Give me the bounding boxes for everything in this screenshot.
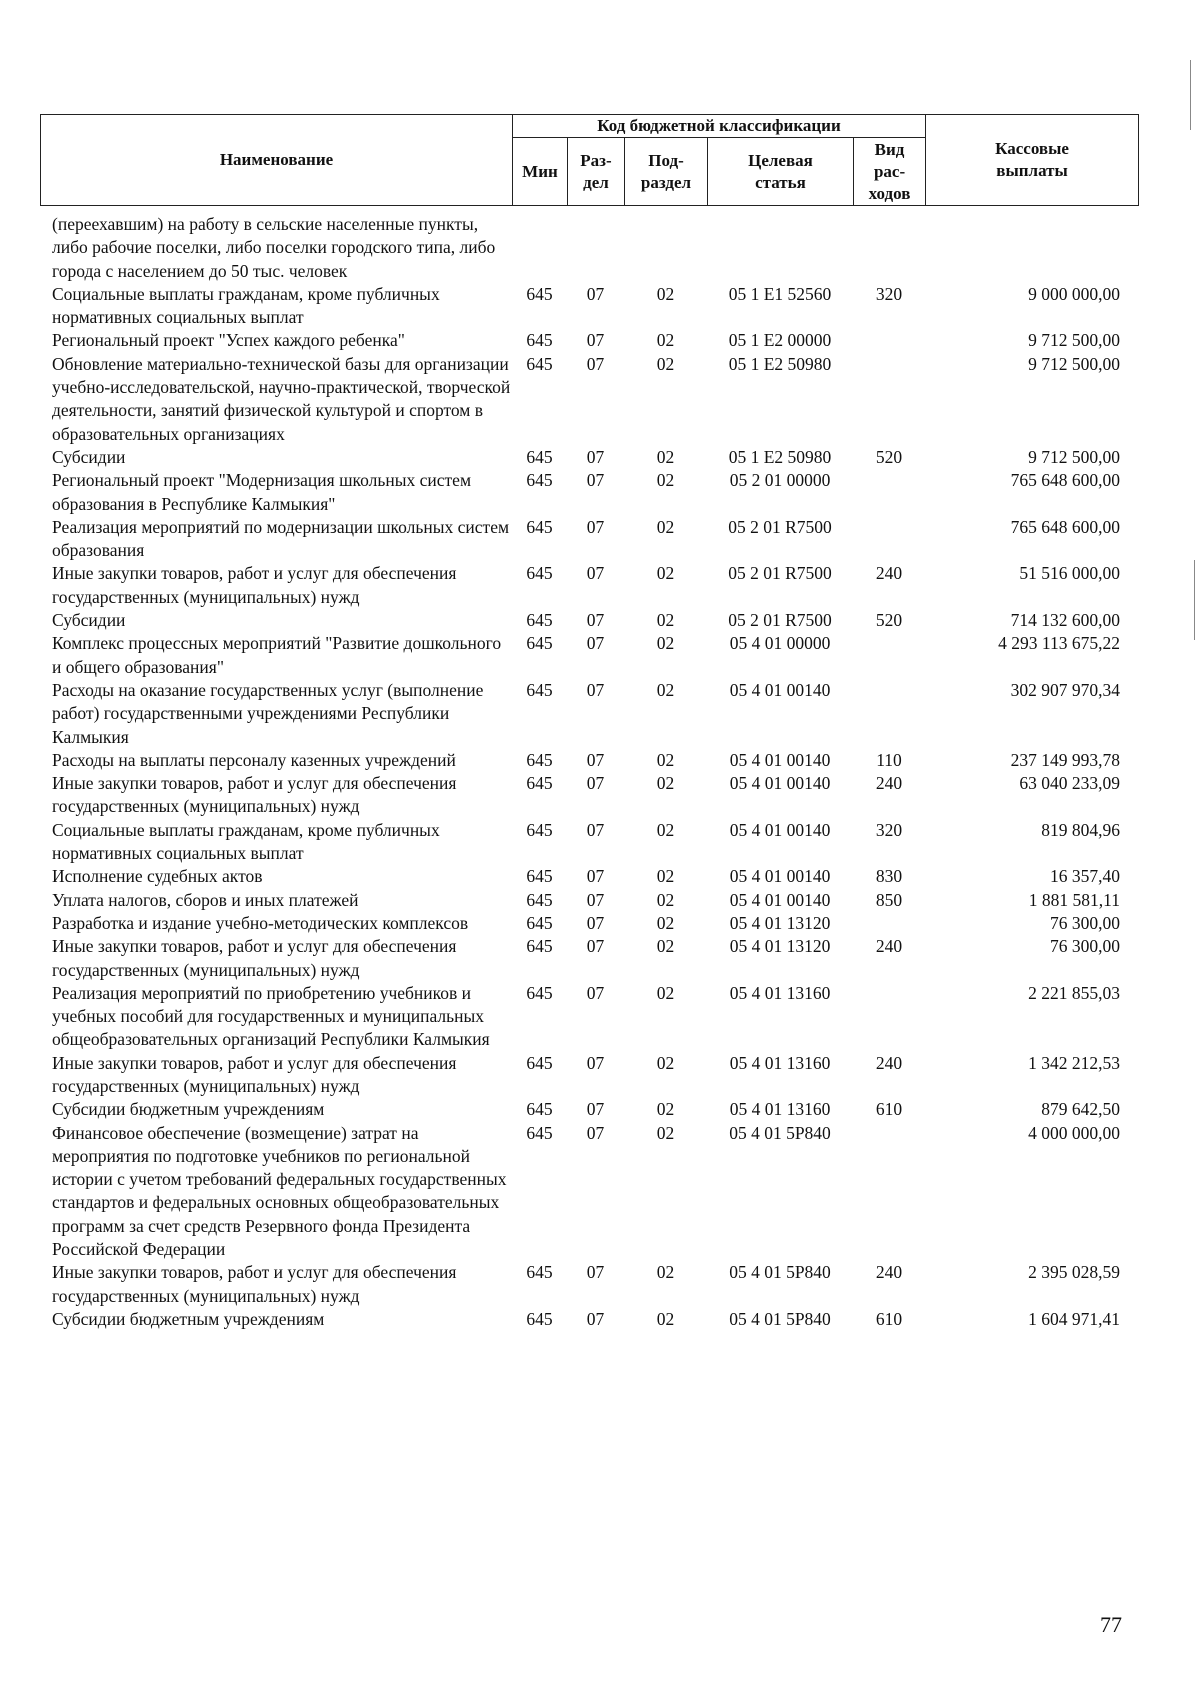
row-vid: 320 bbox=[875, 283, 903, 304]
row-name: Комплекс процессных мероприятий "Развитие дошкольного и общего образования" bbox=[52, 633, 502, 677]
row-podrazdel: 02 bbox=[656, 1308, 675, 1329]
row-podrazdel: 02 bbox=[656, 819, 675, 840]
row-celevaya: 05 4 01 00140 bbox=[729, 773, 831, 794]
row-min: 645 bbox=[526, 516, 553, 537]
scan-artifact bbox=[1190, 60, 1191, 130]
row-vid: 110 bbox=[876, 749, 902, 770]
row-min: 645 bbox=[526, 353, 553, 374]
row-vid: 850 bbox=[875, 889, 903, 910]
row-vid: 240 bbox=[875, 1052, 903, 1073]
row-min: 645 bbox=[526, 912, 553, 933]
header-podrazdel: Под- раздел bbox=[625, 138, 708, 206]
table-row bbox=[40, 982, 1138, 1052]
row-vid: 320 bbox=[875, 819, 903, 840]
row-razdel: 07 bbox=[586, 912, 605, 933]
row-celevaya: 05 4 01 5P840 bbox=[729, 1122, 831, 1143]
table-row bbox=[40, 353, 1138, 446]
row-min: 645 bbox=[526, 889, 553, 910]
row-amount: 714 132 600,00 bbox=[1010, 610, 1120, 631]
row-amount: 302 907 970,34 bbox=[1010, 679, 1120, 700]
table-row bbox=[40, 679, 1138, 749]
table-row bbox=[40, 446, 1138, 469]
row-name: Обновление материально-технической базы для организации учебно-исследовательской, научно-практической, творческой деятельности, занятий физической культурой и спортом в образовательных организациях bbox=[52, 353, 511, 444]
row-podrazdel: 02 bbox=[656, 1052, 675, 1073]
row-razdel: 07 bbox=[586, 749, 605, 770]
row-razdel: 07 bbox=[586, 633, 605, 654]
row-min: 645 bbox=[526, 679, 553, 700]
row-name: Расходы на оказание государственных услуг (выполнение работ) государственными учреждениями Республики Калмыкия bbox=[52, 679, 484, 747]
row-min: 645 bbox=[526, 1052, 553, 1073]
table-row bbox=[40, 935, 1138, 982]
row-podrazdel: 02 bbox=[656, 982, 675, 1003]
row-min: 645 bbox=[526, 773, 553, 794]
row-name: (переехавшим) на работу в сельские населенные пункты, либо рабочие поселки, либо поселки городского типа, либо города с населением до 50 тыс. человек bbox=[52, 214, 496, 281]
row-celevaya: 05 4 01 13120 bbox=[729, 912, 831, 933]
row-celevaya: 05 4 01 13160 bbox=[729, 982, 831, 1003]
row-razdel: 07 bbox=[586, 516, 605, 537]
row-podrazdel: 02 bbox=[656, 470, 675, 491]
table-row bbox=[40, 819, 1138, 866]
row-name: Исполнение судебных актов bbox=[52, 866, 263, 887]
row-celevaya: 05 4 01 00140 bbox=[729, 819, 831, 840]
row-amount: 237 149 993,78 bbox=[1010, 749, 1120, 770]
row-celevaya: 05 2 01 R7500 bbox=[728, 516, 832, 537]
row-name: Уплата налогов, сборов и иных платежей bbox=[52, 889, 359, 910]
row-razdel: 07 bbox=[586, 866, 605, 887]
row-razdel: 07 bbox=[586, 936, 605, 957]
row-razdel: 07 bbox=[586, 773, 605, 794]
row-razdel: 07 bbox=[586, 679, 605, 700]
row-amount: 1 604 971,41 bbox=[1028, 1308, 1120, 1329]
row-podrazdel: 02 bbox=[656, 446, 675, 467]
row-amount: 9 712 500,00 bbox=[1028, 353, 1120, 374]
table-row bbox=[40, 562, 1138, 609]
row-podrazdel: 02 bbox=[656, 283, 675, 304]
row-razdel: 07 bbox=[586, 330, 605, 351]
row-name: Расходы на выплаты персоналу казенных учреждений bbox=[52, 749, 456, 770]
row-min: 645 bbox=[526, 1099, 553, 1120]
row-vid: 520 bbox=[875, 446, 903, 467]
row-razdel: 07 bbox=[586, 1099, 605, 1120]
table-row bbox=[40, 912, 1138, 935]
table-row bbox=[40, 609, 1138, 632]
row-min: 645 bbox=[526, 283, 553, 304]
row-podrazdel: 02 bbox=[656, 912, 675, 933]
row-name: Социальные выплаты гражданам, кроме публичных нормативных социальных выплат bbox=[52, 819, 440, 864]
row-min: 645 bbox=[526, 1262, 553, 1283]
row-celevaya: 05 1 E1 52560 bbox=[728, 283, 832, 304]
row-celevaya: 05 4 01 13120 bbox=[729, 936, 831, 957]
row-podrazdel: 02 bbox=[656, 1262, 675, 1283]
row-celevaya: 05 4 01 5P840 bbox=[729, 1262, 831, 1283]
row-celevaya: 05 4 01 00140 bbox=[729, 866, 831, 887]
row-name: Иные закупки товаров, работ и услуг для обеспечения государственных (муниципальных) нужд bbox=[52, 1262, 457, 1306]
table-header bbox=[40, 114, 1139, 206]
row-amount: 2 221 855,03 bbox=[1028, 982, 1120, 1003]
row-podrazdel: 02 bbox=[656, 610, 675, 631]
table-row bbox=[40, 1098, 1138, 1121]
row-razdel: 07 bbox=[586, 610, 605, 631]
header-celevaya: Целевая статья bbox=[708, 138, 854, 206]
table-row bbox=[40, 1308, 1138, 1331]
header-vid: Вид рас- ходов bbox=[854, 138, 926, 206]
row-podrazdel: 02 bbox=[656, 633, 675, 654]
row-podrazdel: 02 bbox=[656, 679, 675, 700]
table-row bbox=[40, 865, 1138, 888]
row-name: Разработка и издание учебно-методических комплексов bbox=[52, 912, 469, 933]
row-min: 645 bbox=[526, 330, 553, 351]
scan-artifact bbox=[1194, 560, 1195, 640]
header-name: Наименование bbox=[41, 115, 513, 206]
row-name: Иные закупки товаров, работ и услуг для обеспечения государственных (муниципальных) нужд bbox=[52, 936, 457, 980]
row-min: 645 bbox=[526, 749, 553, 770]
row-podrazdel: 02 bbox=[656, 353, 675, 374]
row-razdel: 07 bbox=[586, 819, 605, 840]
row-amount: 1 342 212,53 bbox=[1028, 1052, 1120, 1073]
row-razdel: 07 bbox=[586, 470, 605, 491]
row-vid: 240 bbox=[875, 936, 903, 957]
table-row bbox=[40, 749, 1138, 772]
table-row bbox=[40, 1261, 1138, 1308]
row-podrazdel: 02 bbox=[656, 749, 675, 770]
row-min: 645 bbox=[526, 1308, 553, 1329]
row-razdel: 07 bbox=[586, 1122, 605, 1143]
row-podrazdel: 02 bbox=[656, 936, 675, 957]
row-name: Иные закупки товаров, работ и услуг для обеспечения государственных (муниципальных) нужд bbox=[52, 563, 457, 607]
row-celevaya: 05 4 01 00140 bbox=[729, 679, 831, 700]
row-celevaya: 05 4 01 13160 bbox=[729, 1052, 831, 1073]
row-celevaya: 05 1 E2 50980 bbox=[728, 446, 832, 467]
row-celevaya: 05 1 E2 00000 bbox=[728, 330, 832, 351]
row-razdel: 07 bbox=[586, 1262, 605, 1283]
row-min: 645 bbox=[526, 470, 553, 491]
row-vid: 610 bbox=[875, 1308, 903, 1329]
header-budget-code: Код бюджетной классификации bbox=[513, 115, 926, 138]
row-celevaya: 05 2 01 R7500 bbox=[728, 610, 832, 631]
row-celevaya: 05 4 01 00140 bbox=[729, 749, 831, 770]
row-amount: 76 300,00 bbox=[1050, 912, 1120, 933]
row-podrazdel: 02 bbox=[656, 773, 675, 794]
row-min: 645 bbox=[526, 563, 553, 584]
row-razdel: 07 bbox=[586, 283, 605, 304]
row-name: Субсидии бюджетным учреждениям bbox=[52, 1308, 325, 1329]
header-razdel: Раз- дел bbox=[568, 138, 625, 206]
table-body bbox=[40, 213, 1138, 1331]
table-row bbox=[40, 213, 1138, 283]
row-vid: 240 bbox=[875, 773, 903, 794]
row-name: Реализация мероприятий по модернизации школьных систем образования bbox=[52, 516, 510, 561]
table-row bbox=[40, 1122, 1138, 1262]
row-name: Региональный проект "Успех каждого ребенка" bbox=[52, 330, 405, 351]
row-podrazdel: 02 bbox=[656, 866, 675, 887]
row-amount: 9 712 500,00 bbox=[1028, 330, 1120, 351]
row-amount: 1 881 581,11 bbox=[1028, 889, 1120, 910]
row-name: Субсидии bbox=[52, 446, 126, 467]
row-amount: 819 804,96 bbox=[1041, 819, 1120, 840]
row-vid: 240 bbox=[875, 1262, 903, 1283]
row-min: 645 bbox=[526, 1122, 553, 1143]
page-number: 77 bbox=[1100, 1612, 1122, 1637]
table-row bbox=[40, 889, 1138, 912]
row-razdel: 07 bbox=[586, 889, 605, 910]
table-row bbox=[40, 283, 1138, 330]
row-podrazdel: 02 bbox=[656, 330, 675, 351]
table-row bbox=[40, 632, 1138, 679]
row-amount: 51 516 000,00 bbox=[1019, 563, 1120, 584]
row-podrazdel: 02 bbox=[656, 563, 675, 584]
row-podrazdel: 02 bbox=[656, 1099, 675, 1120]
row-amount: 63 040 233,09 bbox=[1019, 773, 1120, 794]
row-podrazdel: 02 bbox=[656, 516, 675, 537]
row-podrazdel: 02 bbox=[656, 1122, 675, 1143]
row-razdel: 07 bbox=[586, 446, 605, 467]
row-amount: 9 000 000,00 bbox=[1028, 283, 1120, 304]
row-name: Иные закупки товаров, работ и услуг для обеспечения государственных (муниципальных) нужд bbox=[52, 1052, 457, 1096]
row-min: 645 bbox=[526, 446, 553, 467]
header-min: Мин bbox=[513, 138, 568, 206]
row-amount: 9 712 500,00 bbox=[1028, 446, 1120, 467]
row-vid: 240 bbox=[875, 563, 903, 584]
row-celevaya: 05 1 E2 50980 bbox=[728, 353, 832, 374]
row-celevaya: 05 2 01 00000 bbox=[729, 470, 831, 491]
row-razdel: 07 bbox=[586, 982, 605, 1003]
row-amount: 879 642,50 bbox=[1041, 1099, 1120, 1120]
row-min: 645 bbox=[526, 633, 553, 654]
row-min: 645 bbox=[526, 819, 553, 840]
row-amount: 4 293 113 675,22 bbox=[998, 633, 1120, 654]
row-name: Региональный проект "Модернизация школьных систем образования в Республике Калмыкия" bbox=[52, 470, 472, 514]
table-row bbox=[40, 469, 1138, 516]
row-amount: 4 000 000,00 bbox=[1028, 1122, 1120, 1143]
row-amount: 16 357,40 bbox=[1050, 866, 1120, 887]
row-name: Реализация мероприятий по приобретению учебников и учебных пособий для государственных и муниципальных общеобразовательных организаций Республики Калмыкия bbox=[52, 982, 490, 1050]
row-name: Субсидии бюджетным учреждениям bbox=[52, 1099, 325, 1120]
row-celevaya: 05 4 01 00140 bbox=[729, 889, 831, 910]
row-name: Социальные выплаты гражданам, кроме публичных нормативных социальных выплат bbox=[52, 283, 440, 328]
row-min: 645 bbox=[526, 610, 553, 631]
table-row bbox=[40, 772, 1138, 819]
row-razdel: 07 bbox=[586, 563, 605, 584]
table-row bbox=[40, 516, 1138, 563]
row-vid: 520 bbox=[875, 610, 903, 631]
row-razdel: 07 bbox=[586, 1052, 605, 1073]
row-celevaya: 05 4 01 00000 bbox=[729, 633, 831, 654]
row-amount: 765 648 600,00 bbox=[1010, 516, 1120, 537]
row-amount: 2 395 028,59 bbox=[1028, 1262, 1120, 1283]
row-amount: 76 300,00 bbox=[1050, 936, 1120, 957]
table-row bbox=[40, 329, 1138, 352]
row-amount: 765 648 600,00 bbox=[1010, 470, 1120, 491]
row-name: Финансовое обеспечение (возмещение) затрат на мероприятия по подготовке учебников по региональной истории с учетом требований федеральных государственных стандартов и федеральных основных общеобразовательных программ за счет средств Резервного фонда Президента Российской Федерации bbox=[52, 1122, 507, 1260]
row-min: 645 bbox=[526, 866, 553, 887]
row-razdel: 07 bbox=[586, 1308, 605, 1329]
row-celevaya: 05 2 01 R7500 bbox=[728, 563, 832, 584]
row-min: 645 bbox=[526, 936, 553, 957]
table-row bbox=[40, 1052, 1138, 1099]
row-name: Субсидии bbox=[52, 610, 126, 631]
row-podrazdel: 02 bbox=[656, 889, 675, 910]
row-min: 645 bbox=[526, 982, 553, 1003]
row-vid: 830 bbox=[875, 866, 903, 887]
row-celevaya: 05 4 01 5P840 bbox=[729, 1308, 831, 1329]
row-celevaya: 05 4 01 13160 bbox=[729, 1099, 831, 1120]
row-vid: 610 bbox=[875, 1099, 903, 1120]
row-razdel: 07 bbox=[586, 353, 605, 374]
header-kassovye: Кассовые выплаты bbox=[926, 115, 1139, 206]
row-name: Иные закупки товаров, работ и услуг для обеспечения государственных (муниципальных) нужд bbox=[52, 773, 457, 817]
